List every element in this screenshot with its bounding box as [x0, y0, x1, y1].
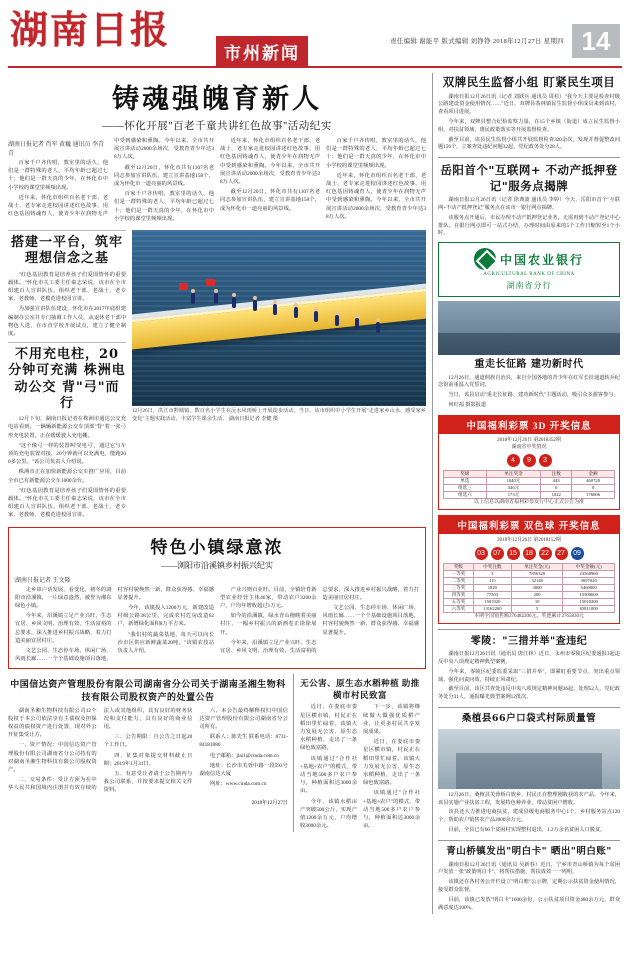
feature-para: 产业兴则百业旺。目前，全镇培育新型农业经营主体46家，带动农户3200余户，户均年增收超过1万元。 [220, 586, 317, 609]
notice-body [8, 707, 288, 795]
notice-para: 湖南圣湘生物科技有限公司12个股权于本公司依法享有主债权及担保权益的债权资产进行处置，现对外公开征集受让方。 [8, 707, 97, 739]
notice-para: 二、交易条件：受让方须为在中华人民共和国境内注册并有效存续的法人或其他组织，具有良好的财务状况和支付能力，具有良好的商业信用。 [8, 707, 193, 792]
lottery-ssq-balls [443, 547, 615, 560]
col-header: 中奖金额(元) [563, 563, 615, 570]
lead-subhead: ——怀化开展"百老千童共讲红色故事"活动纪实 [102, 121, 332, 132]
notice-para: 六、本公告最终解释权归中国信达资产管理股份有限公司湖南省分公司所有。 [199, 707, 288, 731]
subarticle-para: 株洲市正在加快新能源公交车推广应用，目前全市已有新能源公交车1000余台。 [8, 469, 126, 484]
left-lower-row [8, 226, 426, 522]
feature-para: 今年来，沿溪镇立足产业兴旺、生态宜居、乡风文明、治理有效、生活富裕的总要求，深入推进乡村振兴战略，着力打造美丽宜居村庄。 [15, 613, 112, 644]
right-para: 今年来，双牌县整合纪检监察力量，在15个乡镇（街道）成立民生监督小组，对扶贫领域、惠民政策落实等开展监督检查。 [438, 118, 620, 133]
feature-subtitle: ——浏阳市沿溪镇乡村振兴纪实 [161, 560, 273, 570]
march-photo [438, 301, 620, 355]
runner-figure [314, 311, 318, 322]
bottom-mid-para: 近日，在娄底市娄星区横市镇，村民正在稻田里忙碌着。该镇大力发展无公害、原生态水稻种植，走出了一条绿色致富路。 [300, 704, 357, 752]
right-article-2-title: 岳阳首个"互联网+ 不动产抵押登记"服务点揭牌 [440, 163, 618, 193]
lead-para: 百家千户齐传唱，教室里的话久，他们是一群特殊的老人，平均年龄已超过七十；他们是一群天真的少年，在怀化市中小学校的课堂里频频出现。 [8, 160, 108, 191]
feature-para: 今年来，沿溪镇立足产业兴旺、生态宜居、乡风文明、治理有效、生活富裕的总要求，深入推进乡村振兴战略，着力打造美丽宜居村庄。 [220, 586, 419, 655]
right-article-2 [438, 163, 620, 238]
right-para: 目前，该镇已发放"明白卡"1600余份，公示扶贫项目资金480余万元，群众满意度达100%。 [438, 896, 620, 911]
march-title: 重走长征路 建功新时代 [474, 359, 584, 371]
village-photo [438, 729, 620, 789]
right-article-4-title: 桑植县66户口袋式村际质量管 [461, 713, 597, 725]
lottery-3d-box [438, 415, 620, 510]
table-row: 四等奖 77503 200 15500600 [444, 591, 615, 598]
col-header: 单注奖金(元) [511, 563, 563, 570]
newspaper-nameplate: 湖南日报 [10, 7, 171, 52]
runner-figure [191, 293, 195, 304]
runner-figure [335, 315, 339, 326]
bank-advertisement[interactable] [438, 242, 620, 297]
photo-caption: 12月26日，洪江市黔城镇，数百名小学生在沅水风雨桥上开展徒步活动。当日，该市组织中小学生开展"走进家乡山水、感受家乡变化"主题实践活动，丰富学生课余生活。 湖南日报记者 李健 摄 [132, 408, 426, 422]
march-credit: 何红福 摄影报道 [448, 402, 487, 408]
col-header: 单注奖金 [486, 470, 540, 477]
body-grid [8, 73, 622, 914]
subarticle-para: 12月下旬，湖南日报记者在株洲市通达公交充电站看到，一辆辆新能源公交车顶部"背"着一张弓形充电装置，正在缓缓驶入充电棚。 [8, 416, 126, 439]
runner-figure [294, 307, 298, 318]
subarticle-para: "红色基因教育是培养孩子们爱国情怀的重要载体。"怀化市关工委主任秦志荣说，该市在全市组建百人宣讲队伍，组织老干部、老战士、老专家、老教师、老模范进校园宣讲。 [8, 271, 126, 303]
lead-para: 截至12月20日，怀化市共有1107名老同志参加宣讲队伍，建立宣讲基地158个，成为怀化市一道亮丽的风景线。 [220, 189, 320, 212]
lottery-3d-balls [443, 454, 615, 467]
runner-figure [232, 297, 236, 308]
table-row: 三等奖 1820 3000 5460000 [444, 584, 615, 591]
lottery-ball-red: 22 [539, 547, 552, 560]
page-number: 14 [572, 24, 620, 58]
right-para: 湖南日报12月26日讯（记者 刘跃兵 通讯员 周杉）"我今天主要是检查村级公路建设资金使用情况……"近日，双牌县茶林镇民生监督小组成员来到该村，查看项目进展。 [438, 93, 620, 116]
lottery-3d-title: 中国福利彩票 3D 开奖信息 [439, 416, 619, 434]
bottom-mid-para: 下一步，该镇将继续做大做强优质稻产业，让更多村民共享发展成果。 [363, 704, 420, 736]
table-row: 一等奖 3 7856320 23568960 [444, 570, 615, 577]
lottery-ball-red: 18 [523, 547, 536, 560]
lottery-ball-blue: 09 [571, 547, 584, 560]
lottery-ball: 9 [523, 454, 536, 467]
right-para: 今年来，零陵区纪委监委采取"三措并举"，即紧盯重要节点、突出重点领域、强化问责问效，持续正风肃纪。 [438, 668, 620, 683]
subarticle-title-2: 不用充电柱，20分钟可充满 株洲电动公交 背"弓"而行 [8, 347, 126, 411]
bottom-mid-para: 近日，在娄底市娄星区横市镇，村民正在稻田里忙碌着。该镇大力发展无公害、原生态水稻种植，走出了一条绿色致富路。 [363, 739, 420, 787]
feature-para: "我们村的蔬菜基地，每天可以向长沙市区供应新鲜蔬菜20吨。"该镇农技站负责人介绍。 [117, 631, 214, 655]
col-header: 注数 [541, 470, 572, 477]
right-para: 湖南日报12月26日讯（通讯员 吴新春）近日，宁乡市青山桥镇为每个贫困户发放一张"政策明白卡"，将帮扶措施、帮扶成效一一列明。 [438, 861, 620, 876]
march-photo-block [438, 301, 620, 410]
right-para: 该服务点开通后，市民办理不动产抵押登记业务，无需再到不动产登记中心排队，在银行网点即可一站式办结，办理时间由原来的5个工作日缩短至1个小时。 [438, 214, 620, 237]
masthead [8, 6, 622, 68]
bank-name-cn: 中国农业银行 [499, 252, 584, 267]
notice-contact: 联系人：陈先生 联系电话：0731-84181880 [199, 734, 288, 749]
right-para: 12月26日，桑植县芙蓉桥白族乡，村民正在整理刚收获的农产品。今年来，该县实施产业扶贫工程，发展特色种养业，带动贫困户增收。 [438, 791, 620, 806]
bank-branch: 湖南省分行 [506, 281, 552, 291]
lottery-3d-date: 2018年12月26日 第2018352期 [497, 437, 561, 443]
notice-para: 一、资产情况：中国信达资产管理股份有限公司湖南省分公司持有的对湖南圣湘生物科技有限公司股权资产。 [8, 742, 97, 774]
abc-bank-logo-icon [474, 248, 496, 270]
col-header: 奖级 [444, 563, 474, 570]
feature-body [15, 586, 419, 664]
bottom-mid-para: 该镇通过"合作社+基地+农户"的模式，带动当地500多户农户参与，种植面积达3000余亩。 [300, 755, 357, 795]
subarticle-para: 为加强宣讲队伍建设，怀化市在2017年底组建编制办公室并专门抽调工作人员，从退休老干部中物色人选，在市直学校开展试点，建立了健全制度。 [8, 306, 126, 337]
right-article-5 [438, 846, 620, 913]
runner-figure [253, 300, 257, 311]
subarticle-para: "红色基因教育是培养孩子们爱国情怀的重要载体。"怀化市关工委主任秦志荣说，该市在全市组建百人宣讲队伍，组织老干部、老战士、老专家、老教师、老模范进校园宣讲。 [8, 487, 126, 519]
right-article-5-title: 青山桥镇发出"明白卡" 晒出"明白账" [446, 845, 612, 857]
lottery-ball: 3 [539, 454, 552, 467]
lead-para: 近年来，怀化市组织百名老干部、老战士、老专家走进校园讲述红色故事，用红色基因铸魂育人，使青少年在润物无声中受到感染和熏陶。今年以来，全市共开展宣讲活动2000余场次，受教育青少年达38万人次。 [8, 138, 214, 218]
lead-para: 百家千户齐传唱，教室里的话久，他们是一群特殊的老人，平均年龄已超过七十；他们是一群天真的少年，在怀化市中小学校的课堂里频频出现。 [326, 138, 426, 169]
col-header: 中奖注数 [473, 563, 511, 570]
masthead-meta: 责任编辑 谢能平 版式编辑 刘铮铮 2018年12月27日 星期四 [389, 38, 564, 45]
flag-icon [206, 279, 215, 286]
table-row: 五等奖 1501020 10 15010200 [444, 598, 615, 605]
notice-website: 网址：www.cinda.com.cn [209, 781, 267, 788]
lottery-3d-note: 以上信息以湖南省福利彩票发行中心正式公告为准 [473, 499, 584, 505]
right-article-1-title: 双牌民生监督小组 盯紧民生项目 [442, 75, 616, 89]
lead-article-body [8, 137, 426, 223]
march-para: 当日，该县启动"重走长征路、建功新时代"主题活动，吸引众多游客参与。 [448, 392, 619, 399]
subarticle-title-1: 搭建一平台，筑牢理想信念之基 [10, 235, 123, 267]
right-article-3-title: 零陵："三措并举"查违纪 [470, 635, 588, 647]
lottery-ssq-date: 2018年12月26日 第2018152期 [497, 537, 561, 543]
right-para: 目前，全县已有66个贫困村实现整村退出，1.2万余名贫困人口脱贫。 [448, 827, 606, 834]
right-para: 截至目前，该县民生监督小组共开展监督检查320余次，发现并督促整改问题156个，立案查处违纪问题32起，党纪政务处分28人。 [438, 136, 620, 151]
bottom-mid-para: 今年，该镇水稻亩产突破500公斤，实现产值1200余万元，户均增收3000余元。 [300, 798, 357, 830]
notice-email: 电子邮箱：jlai1@cinda.com.cn [209, 752, 279, 759]
right-para: 该县还大力推进电商扶贫，建成县级电商服务中心1个、乡村服务站点120个，帮助农户销售农产品2000余万元。 [438, 809, 620, 824]
feature-para: 文艺公园、生态停车场、休闲广场、风雨长廊……一个个基础设施项目落地，村容村貌焕然一新，群众获得感、幸福感显著提升。 [15, 586, 214, 663]
section-tag: 市州新闻 [216, 36, 308, 68]
bridge-photo [132, 230, 426, 406]
notice-block [8, 674, 294, 832]
march-para: 12月26日，通道侗族自治县，来自全国各地的青少年在红军长征通道转兵纪念馆前重温入党誓词。 [438, 374, 620, 389]
lottery-ssq-table [443, 563, 615, 613]
bottom-mid-para: 该镇通过"合作社+基地+农户"的模式，带动当地500多户农户参与，种植面积达3000余亩。 [363, 790, 420, 830]
right-article-3 [438, 635, 620, 702]
col-header: 奖级 [444, 470, 487, 477]
bottom-mid-article [300, 674, 420, 832]
runner-figure [214, 293, 218, 304]
lottery-ssq-box [438, 515, 620, 624]
lottery-ball-red: 07 [491, 547, 504, 560]
lead-byline: 湖南日报记者 肖军 黄巍 通讯员 李青青 [8, 142, 105, 157]
notice-para: 五、有意受让者请于公告期内与我公司联系，并按要求提交相关文件资料。 [103, 771, 193, 794]
table-row: 组选六 173元 1022 176806 [444, 491, 615, 498]
runner-figure [376, 322, 380, 333]
main-column [8, 73, 426, 914]
feature-para: 文艺公园、生态停车场、休闲广场、风雨长廊……一个个基础设施项目落地，村容村貌焕然一新，群众获得感、幸福感显著提升。 [322, 605, 419, 636]
right-para: 该镇还在各村务公开栏设立"明白账"公示牌，定期公示扶贫资金使用情况，接受群众监督。 [438, 879, 620, 894]
flag-icon [179, 283, 188, 290]
lottery-ball-red: 03 [475, 547, 488, 560]
feature-para: 走乡串户话发展、看变化，初冬的浏阳市沿溪镇，一片绿意盎然，被誉为湘东绿色小镇。 [15, 586, 112, 609]
left-subarticles [8, 226, 126, 522]
lottery-ball: 4 [507, 454, 520, 467]
lottery-3d-section: 湖南省中奖情况 [511, 444, 547, 450]
runner-figure [355, 318, 359, 329]
col-header: 金额 [572, 470, 615, 477]
runner-figure [273, 304, 277, 315]
bottom-row [8, 674, 426, 832]
feature-byline: 湖南日报记者 王文隆 [15, 577, 71, 584]
bank-name-en: AGRICULTURAL BANK OF CHINA [483, 272, 575, 278]
notice-para: 四、征集对象提交材料截止日期：2019年1月31日。 [103, 752, 193, 767]
lead-para: 截至12月20日，怀化市共有1107名老同志参加宣讲队伍，建立宣讲基地158个，成为怀化市一道亮丽的风景线。 [114, 164, 214, 188]
lottery-ssq-note: 本期全国销售额376482206元，奖池累计2765830元 [473, 613, 584, 619]
lottery-ssq-title: 中国福利彩票 双色球 开奖信息 [439, 516, 619, 534]
feature-para: 今年，该镇投入1200万元，新建改造村级公路38公里，完成农村危房改造62户，新增绿化面积8万平方米。 [117, 605, 214, 628]
lottery-ball-red: 15 [507, 547, 520, 560]
photo-block [132, 230, 426, 518]
table-row: 组选三 346元 0 0 [444, 484, 615, 491]
table-row: 六等奖 13162200 5 65811000 [444, 605, 615, 612]
table-row: 二等奖 115 32148 3697020 [444, 577, 615, 584]
lead-para: 近年来，怀化市组织百名老干部、老战士、老专家走进校园讲述红色故事，用红色基因铸魂育人，使青少年在润物无声中受到感染和熏陶。今年以来，全市共开展宣讲活动2000余场次，受教育青少年达38万人次。 [326, 172, 426, 220]
notice-title: 中国信达资产管理股份有限公司湖南省分公司关于湖南圣湘生物科技有限公司股权资产的处置公告 [10, 679, 286, 703]
notice-address: 地址：长沙市芙蓉中路一段593号湖南信达大厦 [199, 762, 288, 778]
bottom-mid-body [300, 703, 420, 832]
notice-date: 2018年12月27日 [251, 799, 288, 806]
subarticle-para: "这个像弓一样的装置叫'受电弓'，通过它与车顶的充电装置对接，20分钟就可以充满电，能跑200多公里。"该公司负责人介绍说。 [8, 442, 126, 466]
right-para: 截至目前，该区共查处违反中央八项规定精神问题36起，处理52人，党纪政务处分31人，通报曝光典型案例12批次。 [438, 686, 620, 701]
right-article-1 [438, 75, 620, 152]
notice-para: 三、公告期限：自公告之日起20个工作日。 [103, 734, 193, 749]
lead-para: 百家千户齐传唱，教室里的话久，他们是一群特殊的老人，平均年龄已超过七十；他们是一群天真的少年，在怀化市中小学校的课堂里频频出现。 [114, 191, 214, 222]
feature-para: 如今的沿溪镇，绿水青山掩映着美丽村庄，一幅乡村振兴的新画卷正徐徐展开。 [220, 613, 317, 636]
feature-redbox [8, 527, 426, 670]
feature-title: 特色小镇绿意浓 [150, 537, 284, 558]
lottery-3d-table [443, 470, 615, 499]
lottery-ball-red: 27 [555, 547, 568, 560]
bottom-mid-title: 无公害、原生态水稻种植 助推横市村民致富 [300, 678, 420, 701]
right-article-4 [438, 713, 620, 835]
march-photo-foreground [438, 333, 620, 355]
lead-para: 近年来，怀化市组织百名老干部、老战士、老专家走进校园讲述红色故事，用红色基因铸魂育人，使青少年在润物无声中受到感染和熏陶。今年以来，全市共开展宣讲活动2000余场次，受教育青少年达38万人次。 [220, 138, 320, 186]
right-para: 湖南日报12月26日讯（通讯员 唐江林）近日，永州市零陵区纪委通报3起违反中央八项规定精神典型案例。 [438, 651, 620, 666]
right-para: 湖南日报12月26日讯（记者 徐典波 通讯员 李婷）今天，岳阳市首个"互联网+不动产抵押登记"服务点在该市一银行网点揭牌。 [438, 197, 620, 211]
right-column [432, 73, 620, 914]
table-row: 单选 1040元 443 460720 [444, 477, 615, 484]
lead-headline: 铸魂强魄育新人 [112, 84, 322, 115]
